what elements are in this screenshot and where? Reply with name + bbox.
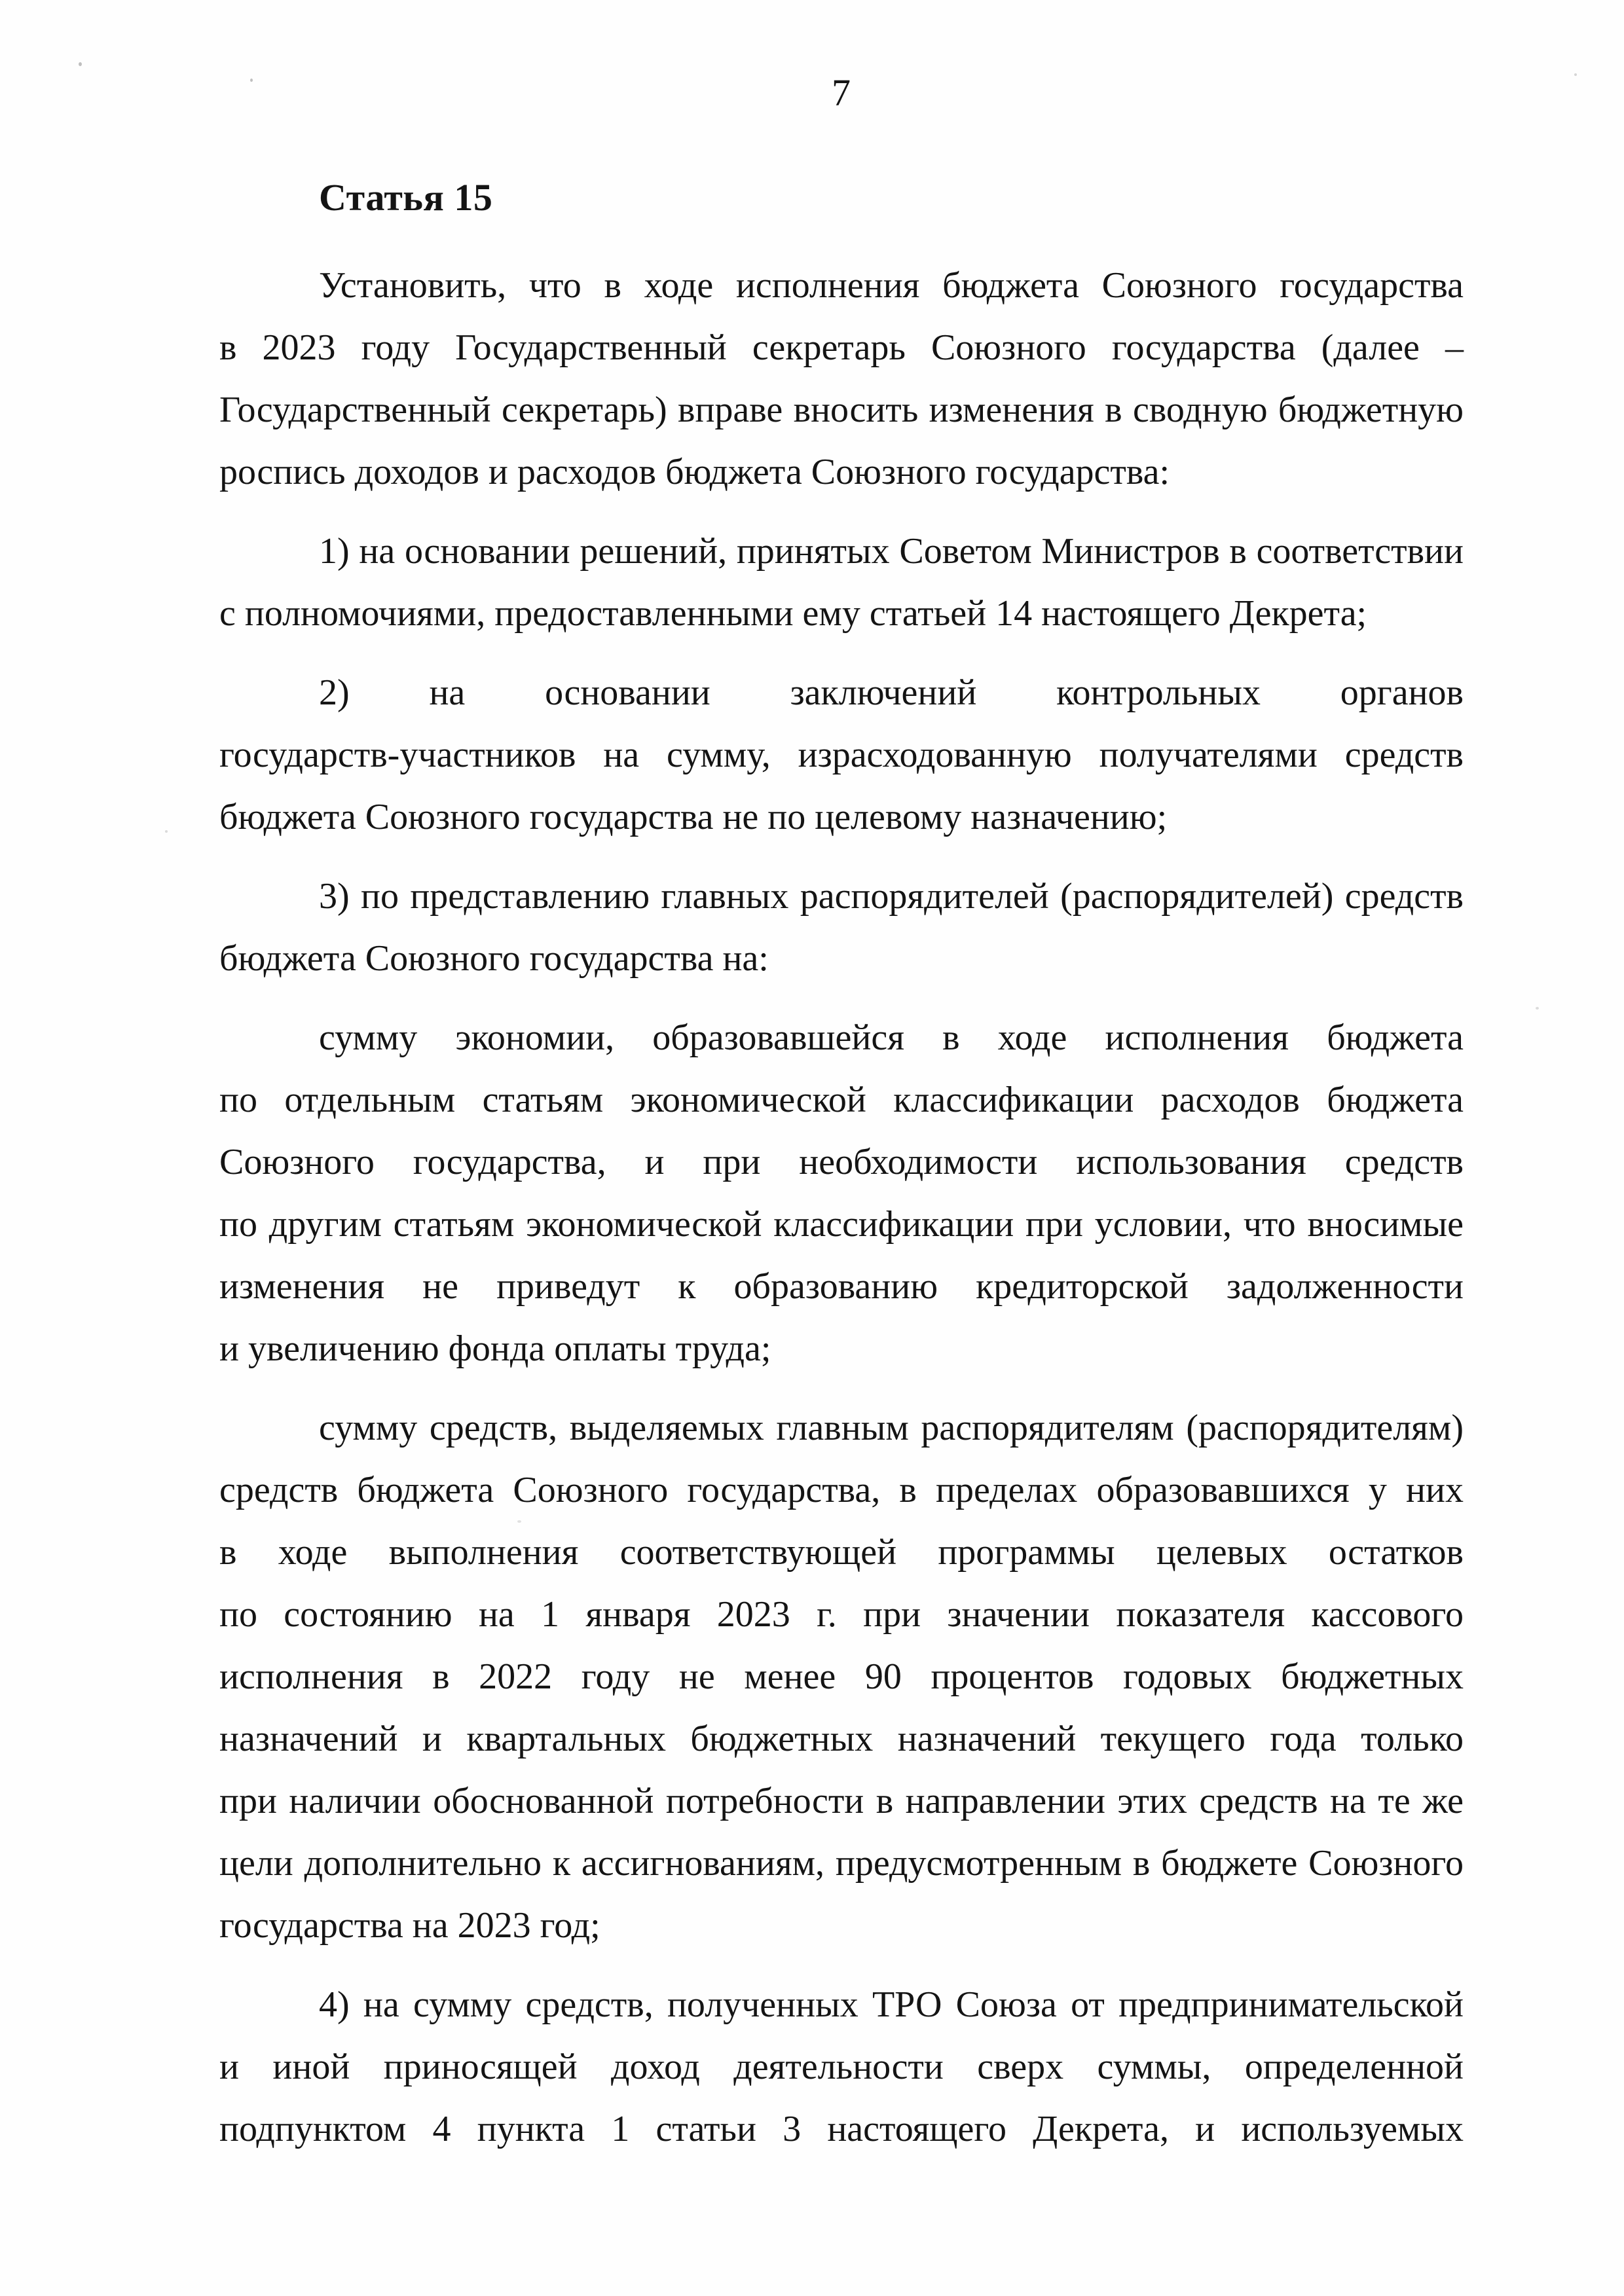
paragraph-item-3: [219, 866, 1464, 990]
text-line: с полномочиями, предоставленными ему статьей 14 настоящего Декрета;: [219, 593, 1367, 634]
text-line: по другим статьям экономической классификации при условии, что вносимые: [219, 1204, 1464, 1245]
scan-speck: [165, 830, 168, 833]
paragraph-funds-sum: [219, 1397, 1464, 1957]
text-line: 1) на основании решений, принятых Советом Министров в соответствии: [319, 531, 1464, 572]
text-column: [219, 0, 1464, 2160]
paragraph-intro: [219, 255, 1464, 503]
text-line: изменения не приведут к образованию кредиторской задолженности: [219, 1266, 1464, 1307]
text-line: и иной приносящей доход деятельности сверх суммы, определенной: [219, 2047, 1464, 2087]
paragraph-item-4: [219, 1974, 1464, 2160]
text-line: бюджета Союзного государства на:: [219, 938, 769, 979]
paragraph-economy-sum: [219, 1007, 1464, 1380]
text-line: Государственный секретарь) вправе вносить изменения в сводную бюджетную: [219, 390, 1464, 430]
article-heading: Статья 15: [319, 176, 493, 219]
text-line: средств бюджета Союзного государства, в пределах образовавшихся у них: [219, 1470, 1464, 1510]
text-line: при наличии обоснованной потребности в направлении этих средств на те же: [219, 1781, 1464, 1821]
text-line: исполнения в 2022 году не менее 90 процентов годовых бюджетных: [219, 1656, 1464, 1697]
text-line: Установить, что в ходе исполнения бюджета Союзного государства: [319, 265, 1464, 306]
text-line: 2) на основании заключений контрольных органов: [319, 672, 1464, 713]
scan-speck: [1536, 1007, 1539, 1010]
scan-speck: [1574, 73, 1577, 76]
text-line: по состоянию на 1 января 2023 г. при значении показателя кассового: [219, 1594, 1464, 1635]
page-number: 7: [832, 71, 851, 114]
text-line: цели дополнительно к ассигнованиям, предусмотренным в бюджете Союзного: [219, 1843, 1464, 1884]
text-line: государства на 2023 год;: [219, 1905, 600, 1946]
paragraph-item-1: [219, 520, 1464, 645]
text-line: 3) по представлению главных распорядителей (распорядителей) средств: [319, 876, 1464, 917]
text-line: Союзного государства, и при необходимости использования средств: [219, 1142, 1464, 1182]
text-line: в 2023 году Государственный секретарь Союзного государства (далее –: [219, 327, 1464, 368]
text-line: государств-участников на сумму, израсходованную получателями средств: [219, 735, 1464, 775]
text-line: сумму экономии, образовавшейся в ходе исполнения бюджета: [319, 1017, 1464, 1058]
text-line: бюджета Союзного государства не по целевому назначению;: [219, 797, 1168, 837]
text-line: 4) на сумму средств, полученных ТРО Союза от предпринимательской: [319, 1984, 1464, 2025]
text-line: назначений и квартальных бюджетных назначений текущего года только: [219, 1719, 1464, 1759]
paragraph-item-2: [219, 662, 1464, 848]
text-line: в ходе выполнения соответствующей программы целевых остатков: [219, 1532, 1464, 1573]
text-line: по отдельным статьям экономической классификации расходов бюджета: [219, 1080, 1464, 1120]
text-line: подпунктом 4 пункта 1 статьи 3 настоящего Декрета, и используемых: [219, 2109, 1464, 2149]
text-line: роспись доходов и расходов бюджета Союзного государства:: [219, 452, 1170, 492]
text-line: сумму средств, выделяемых главным распорядителям (распорядителям): [319, 1408, 1464, 1448]
scan-speck: [79, 62, 82, 66]
text-line: и увеличению фонда оплаты труда;: [219, 1328, 771, 1369]
